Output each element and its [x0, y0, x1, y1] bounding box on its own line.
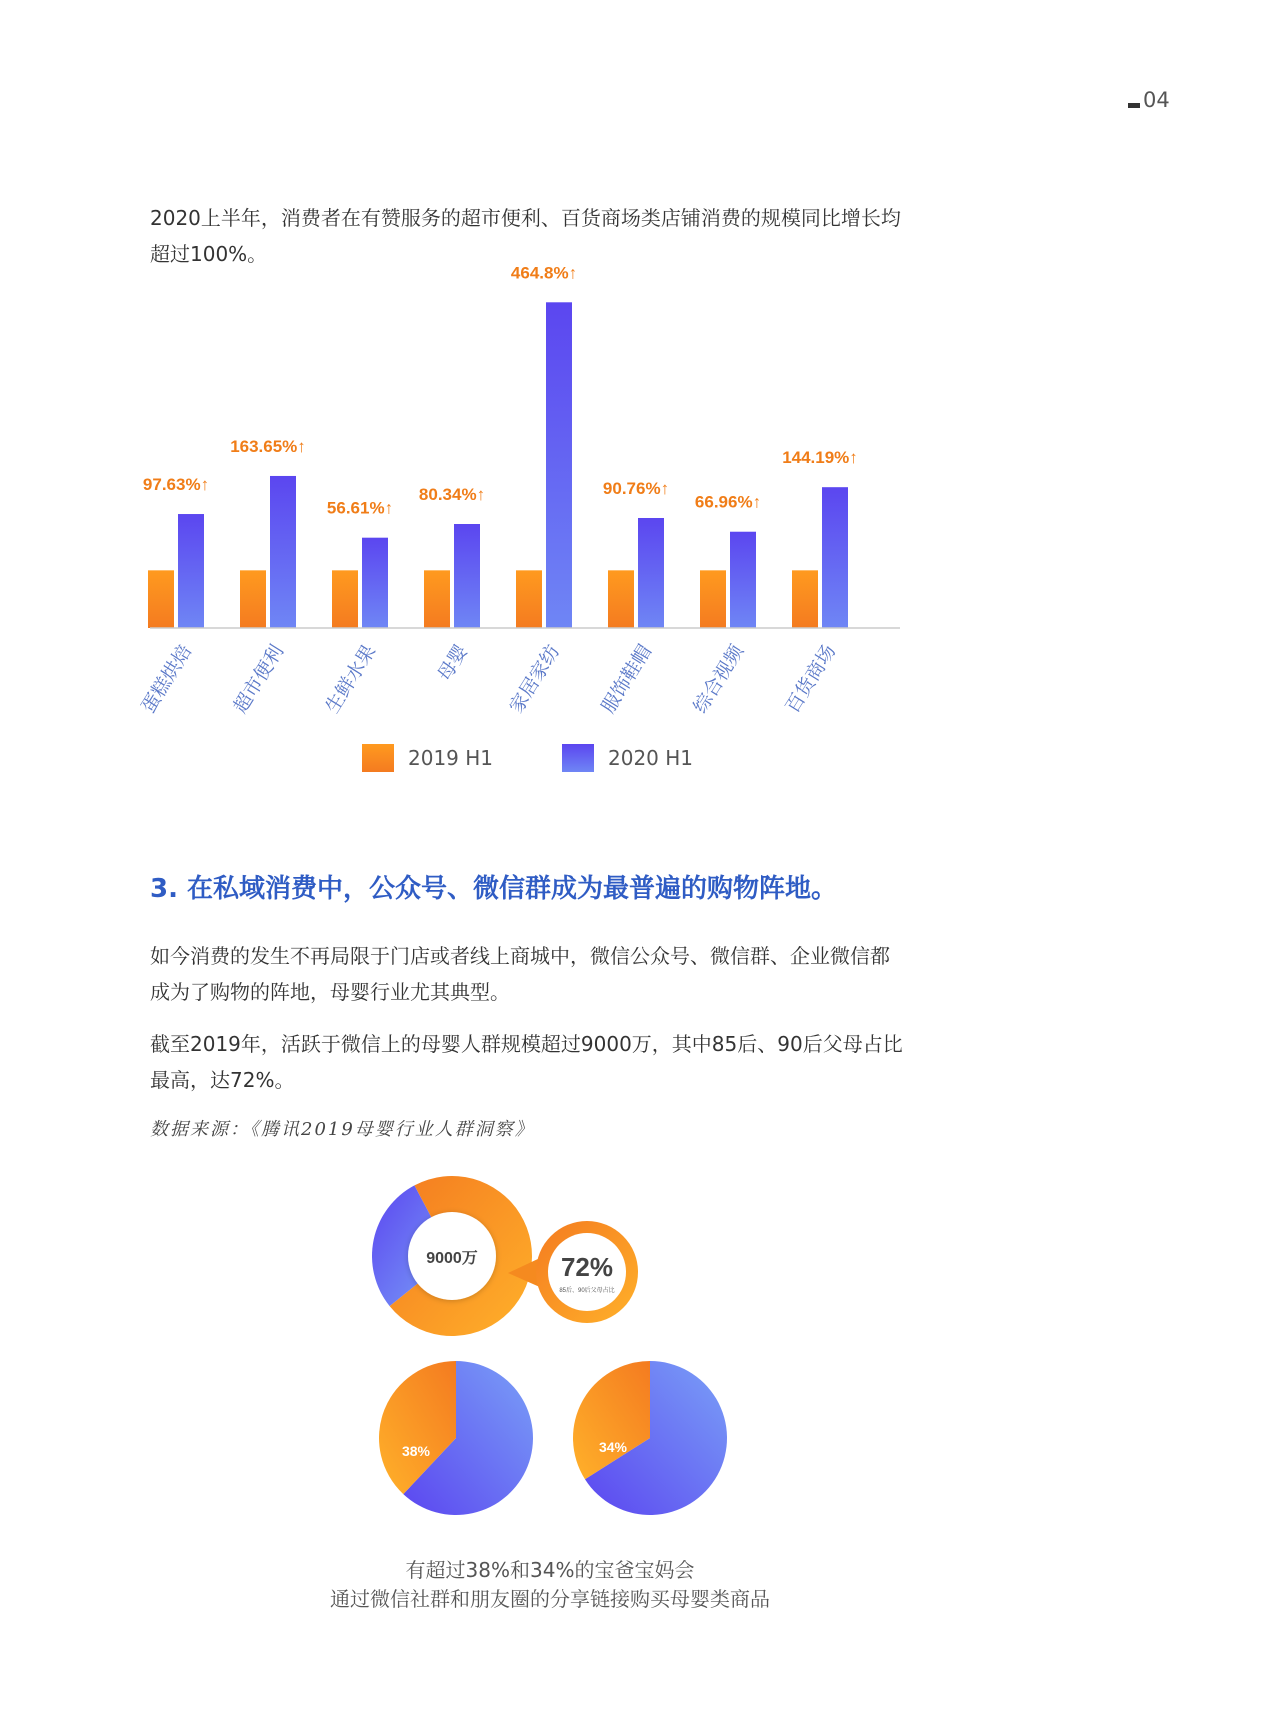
paragraph-2-line-1: 截至2019年，活跃于微信上的母婴人群规模超过9000万，其中85后、90后父母占比 — [150, 1032, 903, 1056]
data-label-1: 163.65%↑ — [230, 436, 306, 456]
bar-2020-5 — [638, 518, 664, 628]
pie-right-label: 34% — [598, 1439, 628, 1455]
donut-center-label: 9000万 — [426, 1250, 478, 1267]
infographic-caption — [0, 1556, 1100, 1614]
paragraph-2 — [150, 1026, 950, 1098]
bar-2019-3 — [424, 570, 450, 628]
data-label-7: 144.19%↑ — [782, 448, 858, 468]
data-label-3: 80.34%↑ — [418, 485, 486, 505]
pie-left-label: 38% — [401, 1443, 431, 1459]
bar-2020-1 — [270, 476, 296, 628]
parent-share-infographic — [370, 1170, 740, 1540]
bubble-percent: 72% — [560, 1252, 614, 1282]
growth-bar-chart — [130, 263, 930, 720]
legend-item-2019 — [362, 744, 493, 772]
bar-2020-3 — [454, 524, 480, 628]
legend-swatch-2019 — [362, 744, 394, 772]
data-source-note: 数据来源：《腾讯2019母婴行业人群洞察》 — [150, 1119, 535, 1140]
page-number — [1128, 88, 1170, 112]
intro-line-1: 2020上半年，消费者在有赞服务的超市便利、百货商场类店铺消费的规模同比增长均 — [150, 206, 901, 230]
bar-2019-4 — [516, 570, 542, 628]
bar-2019-7 — [792, 570, 818, 628]
bar-2019-0 — [148, 570, 174, 628]
bar-2020-2 — [362, 538, 388, 628]
paragraph-1-line-1: 如今消费的发生不再局限于门店或者线上商城中，微信公众号、微信群、企业微信都 — [150, 944, 890, 968]
caption-line-1: 有超过38%和34%的宝爸宝妈会 — [405, 1558, 695, 1582]
paragraph-1 — [150, 938, 950, 1010]
category-label-0: 蛋糕烘焙 — [137, 640, 197, 718]
bar-2019-5 — [608, 570, 634, 628]
bar-2020-4 — [546, 302, 572, 628]
paragraph-2-line-2: 最高，达72%。 — [150, 1068, 295, 1092]
intro-line-2: 超过100%。 — [150, 242, 268, 266]
data-label-2: 56.61%↑ — [326, 498, 394, 518]
intro-paragraph — [150, 200, 950, 272]
data-label-5: 90.76%↑ — [602, 478, 670, 498]
category-label-3: 母婴 — [433, 640, 473, 685]
category-label-2: 生鲜水果 — [321, 640, 381, 718]
category-label-7: 百货商场 — [781, 640, 841, 718]
category-label-4: 家居家纺 — [505, 640, 565, 718]
category-label-1: 超市便利 — [229, 640, 289, 718]
data-label-4: 464.8%↑ — [510, 263, 578, 283]
legend-label-2020: 2020 H1 — [608, 746, 694, 770]
legend-label-2019: 2019 H1 — [408, 746, 494, 770]
category-label-6: 综合视频 — [689, 640, 749, 718]
data-label-0: 97.63%↑ — [142, 475, 210, 495]
page-marker-icon — [1128, 103, 1140, 108]
category-label-5: 服饰鞋帽 — [597, 640, 657, 718]
bar-2020-7 — [822, 487, 848, 628]
section-heading: 3. 在私域消费中，公众号、微信群成为最普遍的购物阵地。 — [150, 874, 838, 904]
bar-2019-1 — [240, 570, 266, 628]
bar-2020-0 — [178, 514, 204, 628]
legend-swatch-2020 — [562, 744, 594, 772]
bar-2020-6 — [730, 532, 756, 628]
page-number-text: 04 — [1143, 88, 1170, 112]
bubble-caption: 85后、90后父母占比 — [559, 1288, 615, 1294]
bar-2019-2 — [332, 570, 358, 628]
legend-item-2020 — [562, 744, 693, 772]
paragraph-1-line-2: 成为了购物的阵地，母婴行业尤其典型。 — [150, 980, 510, 1004]
caption-line-2: 通过微信社群和朋友圈的分享链接购买母婴类商品 — [330, 1587, 770, 1611]
bar-2019-6 — [700, 570, 726, 628]
data-label-6: 66.96%↑ — [694, 492, 762, 512]
